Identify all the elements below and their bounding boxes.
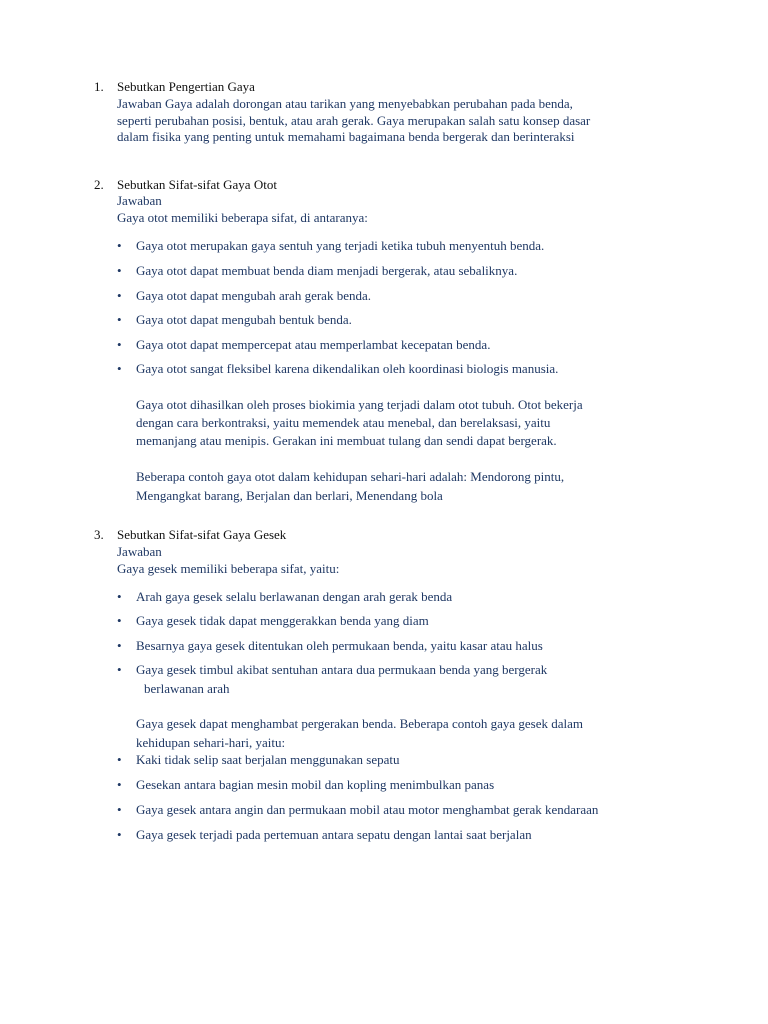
q2-paragraph-1-line-3: memanjang atau menipis. Gerakan ini membuat tulang dan sendi dapat bergerak. [136, 433, 557, 448]
list-item-text: Gaya gesek antara angin dan permukaan mobil atau motor menghambat gerak kendaraan [136, 802, 599, 817]
q2-intro: Gaya otot memiliki beberapa sifat, di antaranya: [117, 210, 368, 225]
list-item-text: Gaya otot dapat membuat benda diam menjadi bergerak, atau sebaliknya. [136, 263, 518, 278]
bullet-icon: • [117, 752, 122, 767]
bullet-icon: • [117, 337, 122, 352]
list-item-text: Gaya otot dapat mempercepat atau memperlambat kecepatan benda. [136, 337, 491, 352]
q1-title: Sebutkan Pengertian Gaya [117, 79, 255, 94]
bullet-icon: • [117, 662, 122, 677]
q3-intro: Gaya gesek memiliki beberapa sifat, yaitu: [117, 561, 340, 576]
q2-answer-label: Jawaban [117, 193, 162, 208]
bullet-icon: • [117, 827, 122, 842]
q3-number: 3. [94, 527, 104, 542]
bullet-icon: • [117, 312, 122, 327]
q2-paragraph-2-line-2: Mengangkat barang, Berjalan dan berlari, Menendang bola [136, 488, 443, 503]
list-item-text: Kaki tidak selip saat berjalan menggunakan sepatu [136, 752, 400, 767]
q1-answer-line-1: Jawaban Gaya adalah dorongan atau tarikan yang menyebabkan perubahan pada benda, [117, 96, 573, 111]
list-item-text: Gaya gesek tidak dapat menggerakkan benda yang diam [136, 613, 429, 628]
bullet-icon: • [117, 802, 122, 817]
q3-answer-label: Jawaban [117, 544, 162, 559]
list-item-text: Gesekan antara bagian mesin mobil dan kopling menimbulkan panas [136, 777, 495, 792]
bullet-icon: • [117, 288, 122, 303]
bullet-icon: • [117, 589, 122, 604]
list-item-text: Gaya otot sangat fleksibel karena dikendalikan oleh koordinasi biologis manusia. [136, 361, 559, 376]
q2-number: 2. [94, 177, 104, 192]
list-item-text: Gaya gesek timbul akibat sentuhan antara dua permukaan benda yang bergerak [136, 662, 548, 677]
q2-title: Sebutkan Sifat-sifat Gaya Otot [117, 177, 277, 192]
q3-title: Sebutkan Sifat-sifat Gaya Gesek [117, 527, 287, 542]
list-item-text: Gaya otot merupakan gaya sentuh yang terjadi ketika tubuh menyentuh benda. [136, 238, 545, 253]
q2-paragraph-2-line-1: Beberapa contoh gaya otot dalam kehidupan sehari-hari adalah: Mendorong pintu, [136, 469, 565, 484]
q3-paragraph-line-2: kehidupan sehari-hari, yaitu: [136, 735, 286, 750]
list-item-text: Gaya gesek terjadi pada pertemuan antara sepatu dengan lantai saat berjalan [136, 827, 532, 842]
list-item-text: Gaya otot dapat mengubah bentuk benda. [136, 312, 352, 327]
bullet-icon: • [117, 263, 122, 278]
list-item-text: Besarnya gaya gesek ditentukan oleh permukaan benda, yaitu kasar atau halus [136, 638, 543, 653]
q2-paragraph-1-line-2: dengan cara berkontraksi, yaitu memendek atau menebal, dan berelaksasi, yaitu [136, 415, 551, 430]
bullet-icon: • [117, 613, 122, 628]
q3-paragraph-line-1: Gaya gesek dapat menghambat pergerakan benda. Beberapa contoh gaya gesek dalam [136, 716, 583, 731]
q1-answer-line-3: dalam fisika yang penting untuk memahami bagaimana benda bergerak dan berinteraksi [117, 129, 575, 144]
q1-number: 1. [94, 79, 104, 94]
list-item-text: Arah gaya gesek selalu berlawanan dengan arah gerak benda [136, 589, 453, 604]
q1-answer-line-2: seperti perubahan posisi, bentuk, atau arah gerak. Gaya merupakan salah satu konsep dasar [117, 113, 591, 128]
bullet-icon: • [117, 777, 122, 792]
bullet-icon: • [117, 638, 122, 653]
bullet-icon: • [117, 361, 122, 376]
bullet-icon: • [117, 238, 122, 253]
list-item-text: Gaya otot dapat mengubah arah gerak benda. [136, 288, 371, 303]
list-item-continuation: berlawanan arah [144, 681, 230, 696]
q2-paragraph-1-line-1: Gaya otot dihasilkan oleh proses biokimia yang terjadi dalam otot tubuh. Otot bekerja [136, 397, 583, 412]
